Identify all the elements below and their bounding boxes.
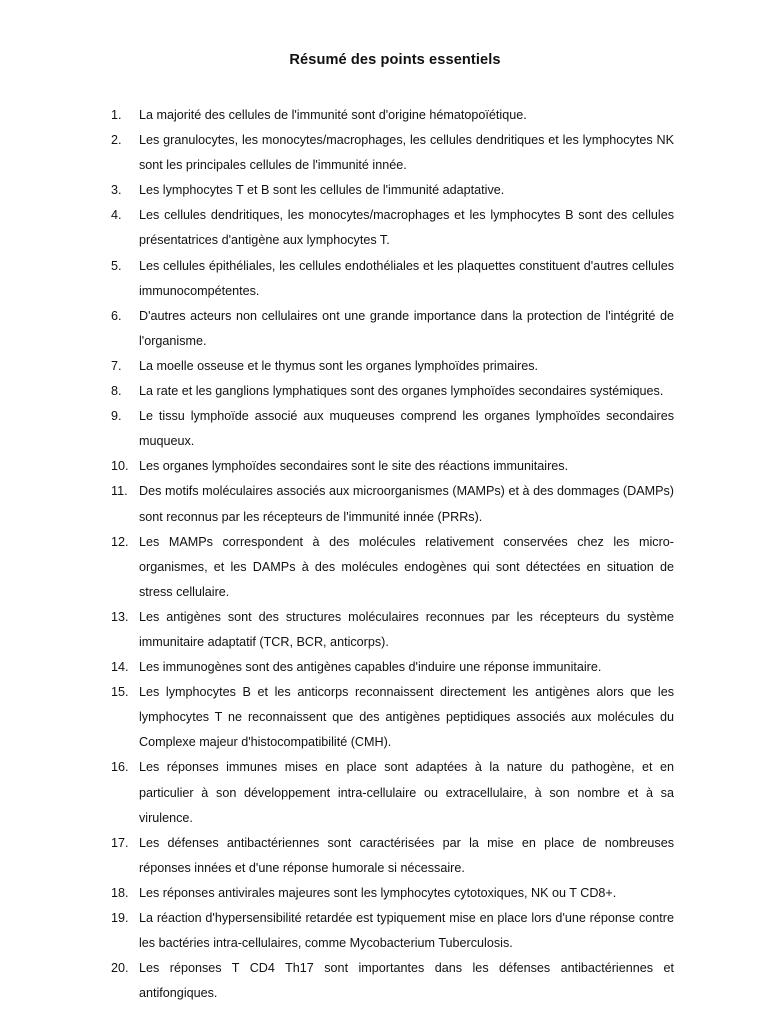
list-item: [111, 103, 674, 128]
item-text: Les cellules dendritiques, les monocytes/macrophages et les lymphocytes B sont des cellules présentatrices d'antigène aux lymphocytes T.: [139, 208, 674, 248]
list-item: [111, 906, 674, 956]
item-text: Les lymphocytes T et B sont les cellules de l'immunité adaptative.: [139, 183, 505, 198]
list-item: [111, 655, 674, 680]
item-number: 19.: [111, 911, 129, 925]
item-number: 5.: [111, 258, 122, 273]
item-number: 20.: [111, 961, 129, 976]
list-item: [111, 454, 674, 479]
item-text: Les défenses antibactériennes sont caractérisées par la mise en place de nombreuses réponses innées et d'une réponse humorale si nécessaire.: [139, 835, 674, 875]
list-item: [111, 304, 674, 354]
list-item: [111, 404, 674, 454]
item-text: Les réponses antivirales majeures sont les lymphocytes cytotoxiques, NK ou T CD8+.: [139, 885, 617, 900]
item-number: 10.: [111, 459, 129, 474]
item-number: 16.: [111, 760, 129, 775]
list-item: [111, 605, 674, 655]
list-item: [111, 680, 674, 755]
item-number: 4.: [111, 208, 122, 223]
item-number: 8.: [111, 384, 122, 399]
list-item: [111, 831, 674, 881]
item-text: Les lymphocytes B et les anticorps reconnaissent directement les antigènes alors que les lymphocytes T ne reconnaissent que des antigènes peptidiques associés aux molécules du Complexe majeur d'histocompatibilité (CMH).: [139, 685, 674, 750]
essential-points-list: [111, 103, 674, 1006]
item-number: 14.: [111, 660, 129, 675]
list-item: [111, 755, 674, 830]
list-item: [111, 881, 674, 906]
list-item: [111, 530, 674, 605]
item-number: 15.: [111, 685, 129, 700]
list-item: [111, 128, 674, 178]
list-item: [111, 354, 674, 379]
item-number: 2.: [111, 133, 122, 148]
item-number: 7.: [111, 358, 122, 373]
item-number: 3.: [111, 183, 122, 198]
list-item: [111, 203, 674, 253]
item-text: Les organes lymphoïdes secondaires sont le site des réactions immunitaires.: [139, 459, 569, 474]
item-text: Les cellules épithéliales, les cellules endothéliales et les plaquettes constituent d'autres cellules immunocompétentes.: [139, 258, 674, 298]
item-number: 9.: [111, 409, 122, 424]
item-text: Les réponses immunes mises en place sont adaptées à la nature du pathogène, et en particulier à son développement intra-cellulaire ou extracellulaire, à son nombre et à sa virulence.: [139, 760, 674, 825]
item-number: 13.: [111, 609, 129, 624]
item-text: Les antigènes sont des structures moléculaires reconnues par les récepteurs du système immunitaire adaptatif (TCR, BCR, anticorps).: [139, 609, 674, 649]
item-text: Le tissu lymphoïde associé aux muqueuses comprend les organes lymphoïdes secondaires muqueux.: [139, 409, 674, 449]
list-item: [111, 254, 674, 304]
item-number: 11.: [111, 484, 128, 499]
item-text: Les granulocytes, les monocytes/macrophages, les cellules dendritiques et les lymphocytes NK sont les principales cellules de l'immunité innée.: [139, 133, 674, 173]
item-number: 6.: [111, 308, 122, 323]
item-text: D'autres acteurs non cellulaires ont une grande importance dans la protection de l'intégrité de l'organisme.: [139, 308, 674, 348]
list-item: [111, 178, 674, 203]
item-number: 12.: [111, 534, 129, 549]
list-item: [111, 379, 674, 404]
item-text: La moelle osseuse et le thymus sont les organes lymphoïdes primaires.: [139, 358, 538, 373]
list-item: [111, 956, 674, 1006]
item-number: 17.: [111, 835, 129, 850]
item-text: Les réponses T CD4 Th17 sont importantes dans les défenses antibactériennes et antifongiques.: [139, 961, 674, 1001]
list-item: [111, 479, 674, 529]
document-title: Résumé des points essentiels: [289, 52, 501, 68]
item-text: La rate et les ganglions lymphatiques sont des organes lymphoïdes secondaires systémiques.: [139, 384, 664, 399]
item-text: Des motifs moléculaires associés aux microorganismes (MAMPs) et à des dommages (DAMPs) sont reconnus par les récepteurs de l'immunité innée (PRRs).: [139, 484, 674, 524]
item-number: 18.: [111, 885, 129, 900]
item-number: 1.: [111, 108, 122, 122]
item-text: La majorité des cellules de l'immunité sont d'origine hématopoïétique.: [139, 108, 527, 122]
item-text: La réaction d'hypersensibilité retardée est typiquement mise en place lors d'une réponse contre les bactéries intra-cellulaires, comme Mycobacterium Tuberculosis.: [139, 911, 674, 951]
item-text: Les MAMPs correspondent à des molécules relativement conservées chez les micro-organismes, et les DAMPs à des molécules endogènes qui sont détectées en situation de stress cellulaire.: [139, 534, 674, 599]
item-text: Les immunogènes sont des antigènes capables d'induire une réponse immunitaire.: [139, 660, 602, 675]
